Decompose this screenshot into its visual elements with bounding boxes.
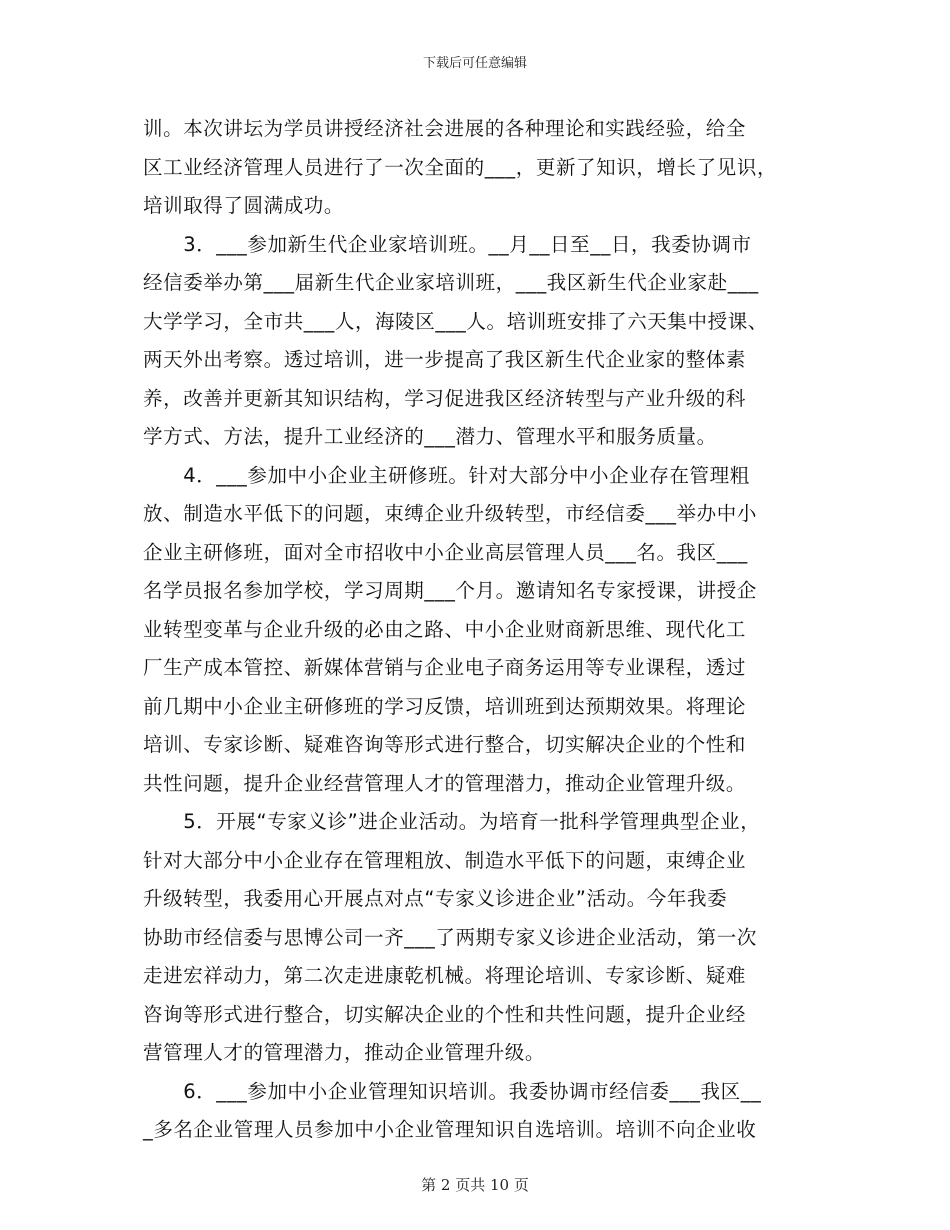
text-line: 3．___参加新生代企业家培训班。__月__日至__日，我委协调市 (143, 232, 752, 256)
text-line: 养，改善并更新其知识结构，学习促进我区经济转型与产业升级的科 (143, 386, 747, 410)
text-line: 训。本次讲坛为学员讲授经济社会进展的各种理论和实践经验，给全 (143, 117, 747, 140)
page-header: 下载后可任意编辑 (422, 56, 527, 71)
text-line: 培训、专家诊断、疑难咨询等形式进行整合，切实解决企业的个性和 (143, 733, 747, 756)
text-line: 6．___参加中小企业管理知识培训。我委协调市经信委___我区__ (143, 1079, 762, 1103)
document-body (143, 110, 815, 1150)
text-line: 共性问题，提升企业经营管理人才的管理潜力，推动企业管理升级。 (143, 771, 747, 795)
text-line: 厂生产成本管控、新媒体营销与企业电子商务运用等专业课程，透过 (143, 656, 747, 679)
text-line: 5．开展“专家义诊”进企业活动。为培育一批科学管理典型企业， (143, 810, 761, 833)
text-line: 经信委举办第___届新生代企业家培训班，___我区新生代企业家赴___ (143, 271, 759, 294)
text-line: 业转型变革与企业升级的必由之路、中小企业财商新思维、现代化工 (143, 617, 747, 641)
text-line: 升级转型，我委用心开展点对点“专家义诊进企业”活动。今年我委 (143, 887, 728, 910)
text-line: 走进宏祥动力，第二次走进康乾机械。将理论培训、专家诊断、疑难 (143, 964, 747, 987)
text-line: 企业主研修班，面对全市招收中小企业高层管理人员___名。我区___ (143, 540, 748, 564)
text-line: 咨询等形式进行整合，切实解决企业的个性和共性问题，提升企业经 (143, 1002, 747, 1026)
text-line: 针对大部分中小企业存在管理粗放、制造水平低下的问题，束缚企业 (143, 848, 747, 872)
text-line: 4．___参加中小企业主研修班。针对大部分中小企业存在管理粗 (143, 463, 750, 487)
text-line: _多名企业管理人员参加中小企业管理知识自选培训。培训不向企业收 (143, 1118, 757, 1141)
text-line: 学方式、方法，提升工业经济的___潜力、管理水平和服务质量。 (143, 425, 717, 448)
text-line: 放、制造水平低下的问题，束缚企业升级转型，市经信委___举办中小 (143, 502, 757, 525)
text-line: 两天外出考察。透过培训，进一步提高了我区新生代企业家的整体素 (143, 348, 747, 371)
text-line: 营管理人才的管理潜力，推动企业管理升级。 (143, 1041, 546, 1064)
text-line: 培训取得了圆满成功。 (143, 194, 345, 217)
text-line: 协助市经信委与思博公司一齐___了两期专家义诊进企业活动，第一次 (143, 925, 757, 949)
text-line: 前几期中小企业主研修班的学习反馈，培训班到达预期效果。将理论 (143, 694, 747, 718)
text-line: 名学员报名参加学校，学习周期___个月。邀请知名专家授课，讲授企 (143, 579, 757, 602)
text-line: 大学学习，全市共___人，海陵区___人。培训班安排了六天集中授课、 (143, 309, 768, 333)
text-line: 区工业经济管理人员进行了一次全面的___，更新了知识，增长了见识， (143, 155, 778, 179)
page-footer: 第 2 页共 10 页 (421, 1176, 529, 1194)
